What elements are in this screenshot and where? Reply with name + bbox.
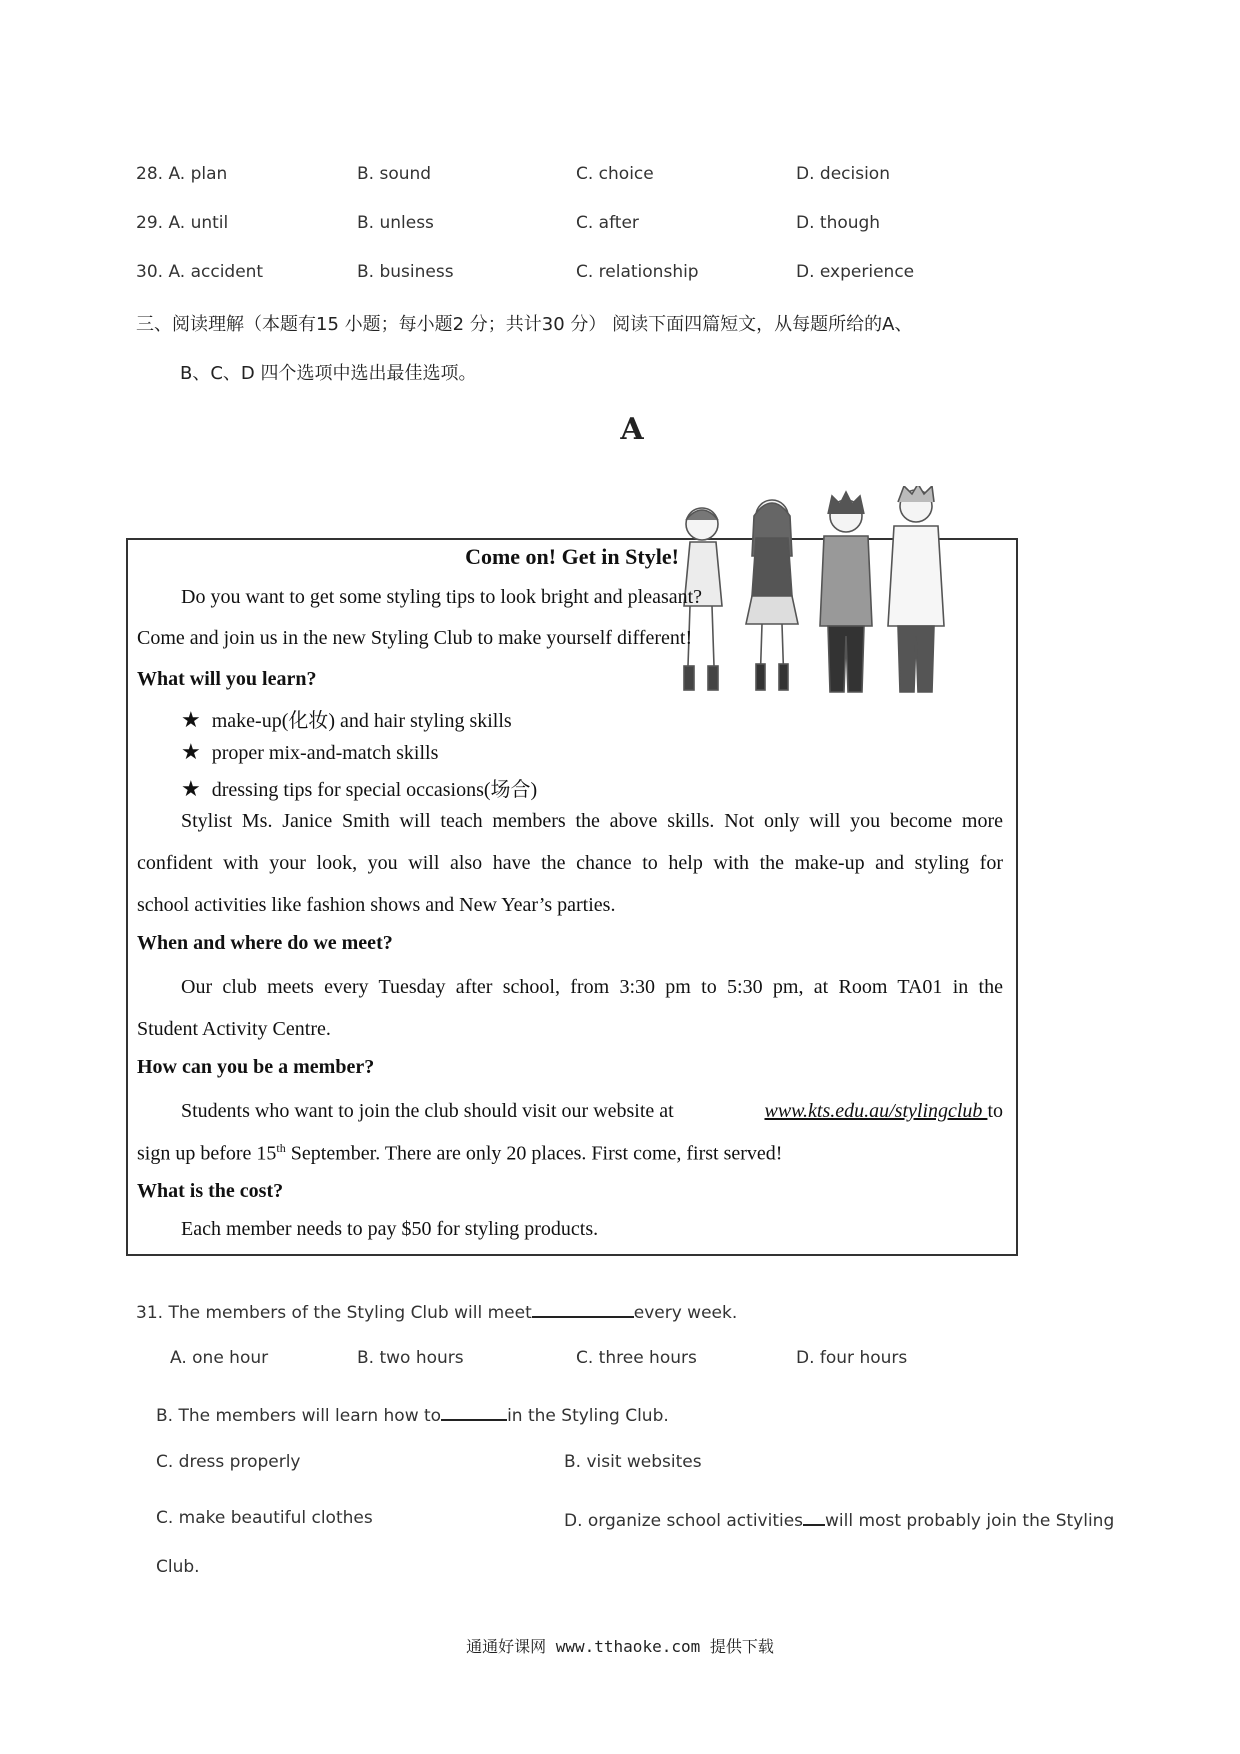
answer-blank xyxy=(441,1403,507,1421)
skill-label: dressing tips for special occasions(场合) xyxy=(211,779,538,801)
teach-line2: confident with your look, you will also have the chance to help with the make-up and styling for xyxy=(137,852,1003,874)
teach-line1: Stylist Ms. Janice Smith will teach members the above skills. Not only will you become more xyxy=(181,810,1003,832)
ad-intro-line1: Do you want to get some styling tips to look bright and pleasant? xyxy=(181,586,703,608)
cost-heading: What is the cost? xyxy=(137,1180,284,1202)
meet-heading: When and where do we meet? xyxy=(137,932,393,954)
q29-option-d: D. though xyxy=(796,213,881,233)
q32-stem-end: in the Styling Club. xyxy=(507,1406,669,1426)
member-line1-end: to xyxy=(987,1100,1003,1122)
q28-option-a: 28. A. plan xyxy=(136,164,228,184)
q31-stem xyxy=(136,1300,737,1323)
member-heading: How can you be a member? xyxy=(137,1056,375,1078)
skill-label: proper mix-and-match skills xyxy=(211,742,439,764)
ordinal-suffix: th xyxy=(276,1141,286,1155)
skill-label: make-up(化妆) and hair styling skills xyxy=(211,710,512,732)
learn-heading: What will you learn? xyxy=(137,668,317,690)
meet-line1: Our club meets every Tuesday after school, from 3:30 pm to 5:30 pm, at Room TA01 in the xyxy=(181,976,1003,998)
club-website-link[interactable]: www.kts.edu.au/stylingclub xyxy=(764,1100,988,1122)
q29-option-a: 29. A. until xyxy=(136,213,229,233)
q29-option-b: B. unless xyxy=(357,213,434,233)
q29-option-c: C. after xyxy=(576,213,639,233)
q32-option-4-text: D. organize school activities xyxy=(564,1511,804,1531)
skill-item xyxy=(181,704,512,733)
ad-intro-line2: Come and join us in the new Styling Club to make yourself different! xyxy=(137,627,693,649)
star-icon: ★ xyxy=(181,776,201,801)
q32-option-1: C. dress properly xyxy=(156,1452,301,1472)
q31-stem-end: every week. xyxy=(633,1303,738,1323)
q31-stem-text: 31. The members of the Styling Club will meet xyxy=(136,1303,532,1323)
q30-option-b: B. business xyxy=(357,262,454,282)
teach-line3: school activities like fashion shows and New Year’s parties. xyxy=(137,894,616,916)
cost-line: Each member needs to pay $50 for styling products. xyxy=(181,1218,599,1240)
q28-option-d: D. decision xyxy=(796,164,890,184)
passage-letter: A xyxy=(620,412,644,447)
q32-option-2: B. visit websites xyxy=(564,1452,702,1472)
answer-blank xyxy=(532,1300,634,1318)
skill-item xyxy=(181,739,438,765)
students-illustration xyxy=(660,486,970,702)
section-instruction-line2: B、C、D 四个选项中选出最佳选项。 xyxy=(180,363,477,384)
q32-stem-text: B. The members will learn how to xyxy=(156,1406,442,1426)
q32-option-4-end: will most probably join the Styling xyxy=(825,1511,1115,1531)
member-line1 xyxy=(181,1100,1003,1123)
footer-credit: 通通好课网 www.tthaoke.com 提供下载 xyxy=(466,1637,774,1656)
meet-line2: Student Activity Centre. xyxy=(137,1018,331,1040)
q30-option-d: D. experience xyxy=(796,262,915,282)
skill-item xyxy=(181,773,537,802)
member-line2-text: sign up before 15 xyxy=(137,1142,277,1165)
q31-option-b: B. two hours xyxy=(357,1348,464,1368)
q32-tail: Club. xyxy=(156,1557,200,1577)
q30-option-a: 30. A. accident xyxy=(136,262,264,282)
star-icon: ★ xyxy=(181,739,201,764)
q28-option-b: B. sound xyxy=(357,164,432,184)
star-icon: ★ xyxy=(181,707,201,732)
member-line1-text: Students who want to join the club should visit our website at xyxy=(181,1100,674,1122)
q31-option-d: D. four hours xyxy=(796,1348,908,1368)
q32-stem xyxy=(156,1403,669,1426)
q31-option-a: A. one hour xyxy=(170,1348,269,1368)
q30-option-c: C. relationship xyxy=(576,262,699,282)
q31-option-c: C. three hours xyxy=(576,1348,697,1368)
answer-blank xyxy=(803,1508,825,1526)
member-line2 xyxy=(137,1141,782,1166)
q32-option-3: C. make beautiful clothes xyxy=(156,1508,373,1528)
q32-option-4 xyxy=(564,1508,1114,1531)
section-instruction-line1: 三、阅读理解（本题有15 小题；每小题2 分；共计30 分） 阅读下面四篇短文，从每题所给的A、 xyxy=(136,314,913,335)
member-line2-rest: September. There are only 20 places. First come, first served! xyxy=(285,1142,783,1165)
q28-option-c: C. choice xyxy=(576,164,654,184)
ad-title: Come on! Get in Style! xyxy=(465,544,679,569)
